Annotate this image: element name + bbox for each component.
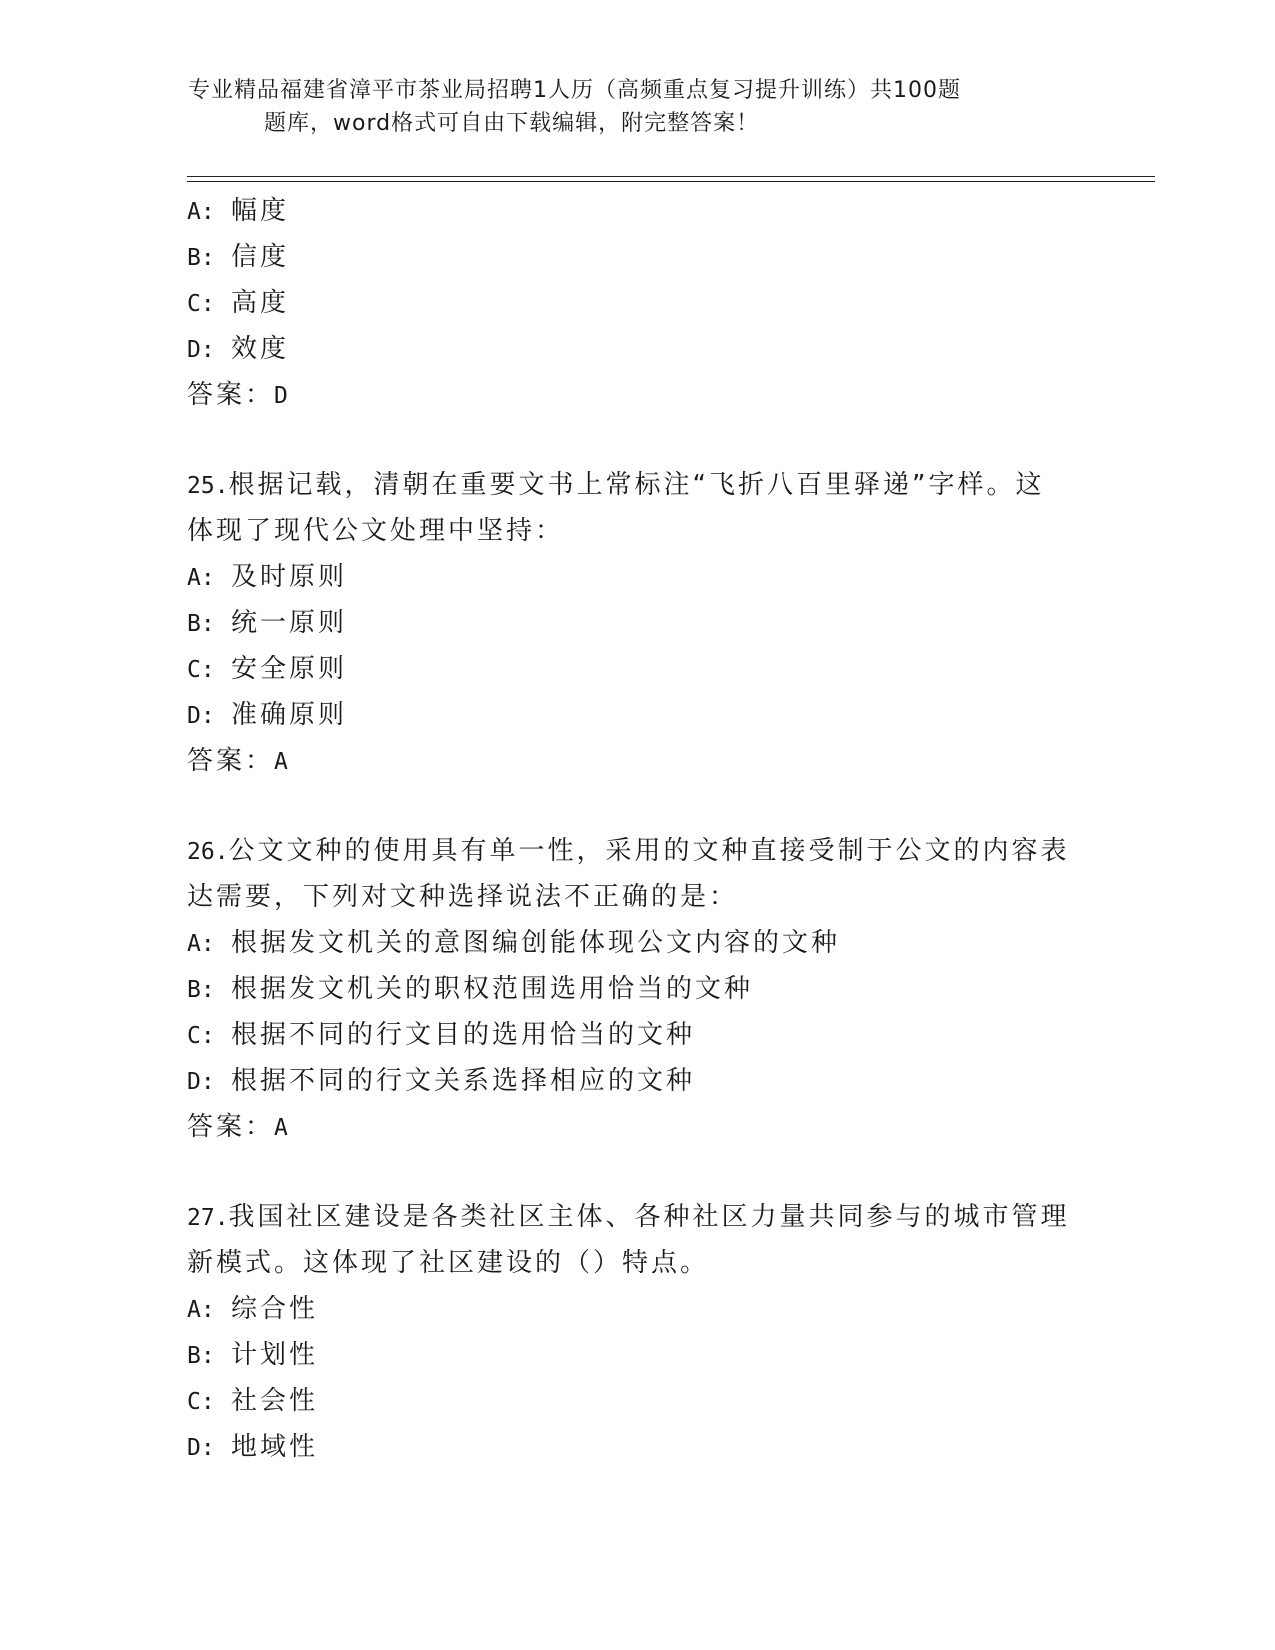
answer-label: 答案： bbox=[187, 746, 275, 776]
option-text: 地域性 bbox=[231, 1432, 319, 1462]
question-number: 26. bbox=[187, 839, 229, 865]
option-label: B: bbox=[187, 245, 215, 271]
answer-line bbox=[187, 1104, 1087, 1150]
option-b bbox=[187, 234, 1087, 280]
option-text: 根据发文机关的意图编创能体现公文内容的文种 bbox=[231, 928, 841, 958]
question-list bbox=[187, 188, 1087, 1470]
question-stem-line bbox=[187, 1194, 1087, 1240]
question-stem-text: 我国社区建设是各类社区主体、各种社区力量共同参与的城市管理 bbox=[228, 1202, 1070, 1232]
option-text: 根据不同的行文关系选择相应的文种 bbox=[231, 1066, 696, 1096]
question-number: 27. bbox=[187, 1205, 229, 1231]
option-text: 高度 bbox=[231, 288, 290, 318]
option-text: 社会性 bbox=[231, 1386, 319, 1416]
option-text: 及时原则 bbox=[231, 562, 348, 592]
question-24-continued bbox=[187, 188, 1087, 418]
option-text: 综合性 bbox=[231, 1294, 319, 1324]
option-a bbox=[187, 554, 1087, 600]
question-number: 25. bbox=[187, 473, 229, 499]
option-label: B: bbox=[187, 1343, 215, 1369]
option-label: D: bbox=[187, 1069, 215, 1095]
question-stem-line: 体现了现代公文处理中坚持： bbox=[187, 516, 565, 546]
option-c bbox=[187, 280, 1087, 326]
option-text: 准确原则 bbox=[231, 700, 348, 730]
header-divider-bottom bbox=[187, 181, 1155, 182]
header-title-line-2: 题库，word格式可自由下载编辑，附完整答案！ bbox=[264, 111, 760, 136]
option-c bbox=[187, 1378, 1087, 1424]
option-a bbox=[187, 1286, 1087, 1332]
option-text: 效度 bbox=[231, 334, 290, 364]
answer-line bbox=[187, 372, 1087, 418]
option-d bbox=[187, 326, 1087, 372]
option-label: B: bbox=[187, 977, 215, 1003]
option-a bbox=[187, 920, 1087, 966]
document-header bbox=[188, 74, 1048, 140]
option-text: 根据不同的行文目的选用恰当的文种 bbox=[231, 1020, 696, 1050]
option-label: C: bbox=[187, 1023, 215, 1049]
option-c bbox=[187, 1012, 1087, 1058]
option-text: 统一原则 bbox=[231, 608, 348, 638]
option-text: 幅度 bbox=[231, 196, 290, 226]
question-stem-text: 公文文种的使用具有单一性，采用的文种直接受制于公文的内容表 bbox=[228, 836, 1070, 866]
header-divider-top bbox=[187, 176, 1155, 177]
question-stem-text: 根据记载，清朝在重要文书上常标注“飞折八百里驿递”字样。这 bbox=[228, 470, 1045, 500]
question-stem-line: 达需要，下列对文种选择说法不正确的是： bbox=[187, 882, 739, 912]
answer-value: D bbox=[274, 383, 291, 409]
option-b bbox=[187, 1332, 1087, 1378]
option-label: D: bbox=[187, 337, 215, 363]
option-label: D: bbox=[187, 703, 215, 729]
option-label: A: bbox=[187, 1297, 215, 1323]
answer-value: A bbox=[274, 749, 291, 775]
option-b bbox=[187, 600, 1087, 646]
option-label: A: bbox=[187, 565, 215, 591]
answer-label: 答案： bbox=[187, 1112, 275, 1142]
option-label: C: bbox=[187, 657, 215, 683]
option-a bbox=[187, 188, 1087, 234]
option-d bbox=[187, 1058, 1087, 1104]
option-label: A: bbox=[187, 199, 215, 225]
question-26 bbox=[187, 828, 1087, 1150]
question-stem-line bbox=[187, 462, 1087, 508]
option-b bbox=[187, 966, 1087, 1012]
option-label: D: bbox=[187, 1435, 215, 1461]
option-label: C: bbox=[187, 291, 215, 317]
option-label: B: bbox=[187, 611, 215, 637]
option-text: 安全原则 bbox=[231, 654, 348, 684]
option-c bbox=[187, 646, 1087, 692]
answer-line bbox=[187, 738, 1087, 784]
option-label: C: bbox=[187, 1389, 215, 1415]
answer-value: A bbox=[274, 1115, 291, 1141]
question-stem-line: 新模式。这体现了社区建设的（）特点。 bbox=[187, 1248, 710, 1278]
question-25 bbox=[187, 462, 1087, 784]
option-text: 信度 bbox=[231, 242, 290, 272]
question-27 bbox=[187, 1194, 1087, 1470]
option-d bbox=[187, 692, 1087, 738]
option-d bbox=[187, 1424, 1087, 1470]
header-title-line-1: 专业精品福建省漳平市茶业局招聘1人历（高频重点复习提升训练）共100题 bbox=[188, 78, 961, 103]
question-stem-line bbox=[187, 828, 1087, 874]
answer-label: 答案： bbox=[187, 380, 275, 410]
option-label: A: bbox=[187, 931, 215, 957]
option-text: 计划性 bbox=[231, 1340, 319, 1370]
option-text: 根据发文机关的职权范围选用恰当的文种 bbox=[231, 974, 754, 1004]
